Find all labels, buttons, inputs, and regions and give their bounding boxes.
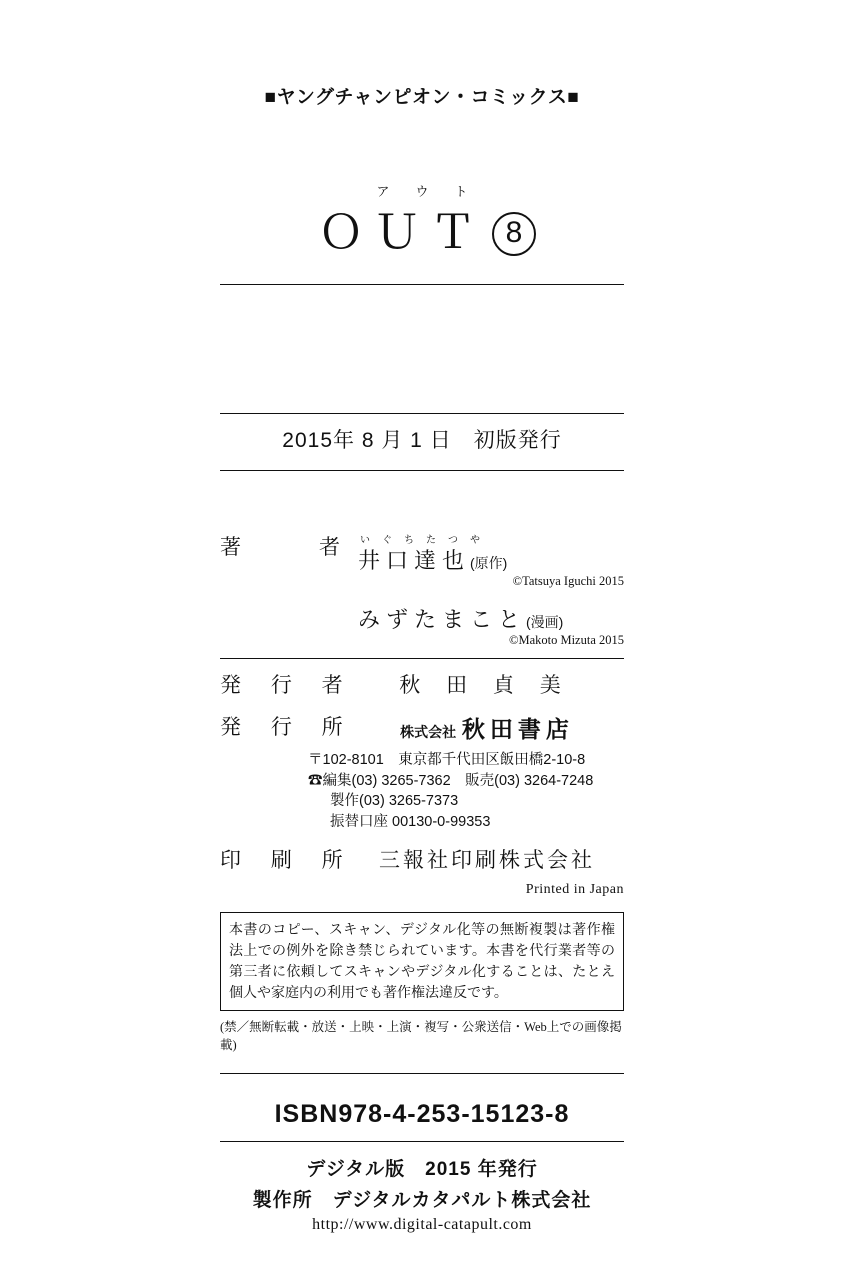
title-ruby: アウト	[376, 184, 494, 199]
address-line-2: ☎編集(03) 3265-7362 販売(03) 3264-7248	[308, 772, 594, 789]
digital-edition-block	[0, 1154, 844, 1234]
series-label: ■ヤングチャンピオン・コミックス■	[264, 87, 580, 108]
copyright-notice-box: 本書のコピー、スキャン、デジタル化等の無断複製は著作権法上での例外を除き禁じられています。本書を代行業者等の第三者に依頼してスキャンやデジタル化することは、たとえ個人や家庭内の利用でも著作権法違反です。	[220, 912, 624, 1011]
author1-name: 井口達也	[358, 548, 471, 573]
row-author	[220, 531, 624, 648]
printer-label: 印 刷 所	[220, 849, 355, 873]
divider-isbn-bottom	[220, 1141, 624, 1142]
author1-copyright: ©Tatsuya Iguchi 2015	[512, 574, 624, 588]
author1-name-line	[358, 544, 624, 575]
printer-name: 三報社印刷株式会社	[379, 849, 595, 873]
divider-date-top	[220, 413, 624, 414]
volume-number: 8	[492, 212, 536, 256]
row-printer	[220, 844, 624, 874]
divider-isbn-top	[220, 1073, 624, 1074]
printed-in-japan: Printed in Japan	[525, 882, 624, 898]
digital-edition-line: デジタル版 2015 年発行	[306, 1159, 538, 1181]
page-title	[308, 196, 536, 262]
colophon-page	[0, 82, 844, 1282]
divider-title	[220, 284, 624, 285]
digital-producer-line: 製作所 デジタルカタパルト株式会社	[252, 1190, 592, 1212]
address-line-1: 〒102-8101 東京都千代田区飯田橋2-10-8	[308, 752, 586, 768]
address-line-4: 振替口座 00130-0-99353	[330, 813, 491, 830]
address-block	[308, 750, 624, 832]
publication-date: 2015年 8 月 1 日 初版発行	[282, 429, 562, 452]
author2-copyright: ©Makoto Mizuta 2015	[508, 633, 624, 647]
author2-role: (漫画)	[526, 614, 564, 630]
publisher-name: 秋 田 貞 美	[399, 674, 571, 697]
author-values	[350, 531, 624, 648]
house-name: 秋田書店	[461, 716, 574, 742]
author-label: 著 者	[220, 536, 352, 559]
digital-url[interactable]: http://www.digital-catapult.com	[312, 1216, 532, 1234]
author1-role: (原作)	[470, 555, 508, 571]
author2-name: みずたまこと	[358, 607, 527, 632]
author2-block	[358, 603, 624, 648]
divider-author	[220, 658, 624, 659]
address-line-3: 製作(03) 3265-7373	[330, 793, 459, 810]
house-name-line	[350, 711, 624, 744]
row-publishing-house	[220, 711, 624, 744]
house-prefix: 株式会社	[400, 724, 457, 740]
row-publisher	[220, 669, 624, 699]
author1-ruby: いぐちたつや	[360, 535, 492, 546]
divider-date-bottom	[220, 470, 624, 471]
copyright-notice-sub: (禁／無断転載・放送・上映・上演・複写・公衆送信・Web上での画像掲載)	[220, 1020, 622, 1053]
colophon-table	[220, 531, 624, 898]
author2-name-line	[358, 603, 624, 634]
title-block	[0, 181, 844, 262]
house-value	[350, 711, 624, 744]
isbn-number: ISBN978-4-253-15123-8	[274, 1100, 570, 1129]
house-label: 発 行 所	[220, 716, 355, 739]
publisher-label: 発 行 者	[220, 674, 355, 697]
title-text: ＯＵＴ	[318, 206, 486, 258]
